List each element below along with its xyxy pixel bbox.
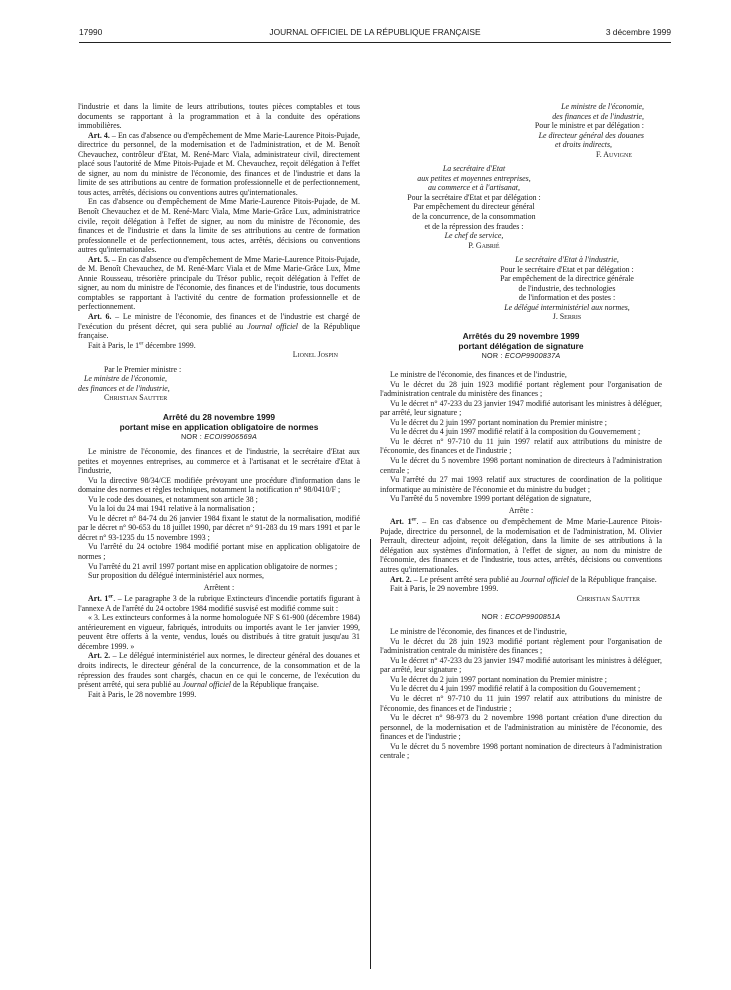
article-text: – Le délégué interministériel aux normes, le directeur général des douanes et droits indirects, le directeur général de la concurrence, de la consommation et de la répression des fraudes sont chargés, chacun en ce qui le concerne, de l'exécution du présent arrêté, qui sera publié au xyxy=(78,651,360,690)
paragraph: Le ministre de l'économie, des finances et de l'industrie, xyxy=(390,370,567,380)
signature-role: Le chef de service, xyxy=(444,231,504,241)
signature-name: Christian Sautter xyxy=(576,593,640,603)
signature-role: Par empêchement du directeur général xyxy=(413,202,535,212)
article-label: Art. 2. xyxy=(88,651,111,661)
article-2 xyxy=(78,651,360,689)
decree-subtitle: portant délégation de signature xyxy=(458,341,584,352)
visa: Vu le décret du 4 juin 1997 modifié relatif à la composition du Gouvernement ; xyxy=(390,684,641,694)
nor-reference: NOR : ECOP9900851A xyxy=(481,612,561,622)
signature-role: au commerce et à l'artisanat, xyxy=(428,183,520,193)
visa: Vu le décret n° 97-710 du 11 juin 1997 relatif aux attributions du ministre de l'économie, des finances et de l'industrie ; xyxy=(380,436,662,456)
article-text: – En cas d'absence ou d'empêchement de Mme Marie-Laurence Pitois-Pujade, de M. Benoît Chevauchez, de M. René-Marc Viala et de Mme Marie-Grâce Lux, Mme Annie Rousseau, trésorière principale du Trésor public, reçoit délégation à l'effet de signer, au nom du ministre de l'économie, des finances et de l'industrie, tous documents comptables se rapportant à l'activité du centre de formation professionnelle et de perfectionnement. xyxy=(78,254,360,312)
article-4 xyxy=(78,131,360,198)
signature-role: de l'industrie, des technologies xyxy=(518,283,616,293)
decree-title: Arrêté du 28 novembre 1999 xyxy=(162,411,276,422)
signature-role: Par empêchement de la directrice générale xyxy=(500,274,634,284)
visa: Vu le décret du 2 juin 1997 portant nomination du Premier ministre ; xyxy=(390,417,607,427)
signature-by: Par le Premier ministre : xyxy=(104,364,182,374)
signature-role: et de la répression des fraudes : xyxy=(424,221,524,231)
visa: Vu le code des douanes, et notamment son article 38 ; xyxy=(88,494,258,504)
article-label: Art. 1 xyxy=(88,594,109,604)
article-1: Art. 1er. – En cas d'absence ou d'empêchement de Mme Marie-Laurence Pitois-Pujade, directrice du personnel, de la modernisation et de l'administration, M. Olivier Perrault, directeur adjoint, reçoit délégation, dans la limite de ses attributions à la délégation aux systèmes d'information, à l'effet de signer, au nom du ministre de l'économie, des finances et de l'industrie, tous actes, arrêtés, décisions ou conventions autres qu'internationales. xyxy=(380,516,662,574)
visa: Vu l'arrêté du 5 novembre 1999 portant délégation de signature, xyxy=(390,494,592,504)
done-at-line: Fait à Paris, le 1er décembre 1999. xyxy=(88,340,196,350)
signature-name: P. Gabrié xyxy=(468,240,500,250)
signature-name: J. Serris xyxy=(552,312,582,322)
visa: Vu le décret du 4 juin 1997 modifié relatif à la composition du Gouvernement ; xyxy=(390,427,641,437)
signature-role: et droits indirects, xyxy=(554,140,612,150)
signature-name: F. Auvigne xyxy=(596,149,632,159)
signature-by: Pour la secrétaire d'Etat et par délégation : xyxy=(407,192,541,202)
signature-role: aux petites et moyennes entreprises, xyxy=(417,173,531,183)
done-at-line: Fait à Paris, le 28 novembre 1999. xyxy=(88,689,197,699)
signature-block xyxy=(474,255,660,322)
signature-by: Pour le secrétaire d'Etat et par délégation : xyxy=(500,264,634,274)
paragraph: l'industrie et dans la limite de leurs attributions, toutes pièces comptables et tous documents se rapportant à la programmation et à la conduite des opérations immobilières. xyxy=(78,102,360,131)
left-column xyxy=(78,102,360,699)
paragraph: Le ministre de l'économie, des finances et de l'industrie, la secrétaire d'Etat aux petites et moyennes entreprises, au commerce et à l'artisanat et le secrétaire d'Etat à l'industrie, xyxy=(78,446,360,476)
signature-role: de la concurrence, de la consommation xyxy=(412,212,536,222)
article-label: Art. 2. xyxy=(390,574,412,584)
visa: Vu le décret du 2 juin 1997 portant nomination du Premier ministre ; xyxy=(390,674,607,684)
decree-title: Arrêtés du 29 novembre 1999 xyxy=(462,331,580,342)
header-rule xyxy=(79,42,671,43)
journal-reference: Journal officiel xyxy=(520,574,569,584)
signature-role: Le ministre de l'économie, xyxy=(84,374,167,384)
article-text: de la République française. xyxy=(78,321,360,341)
journal-title: JOURNAL OFFICIEL DE LA RÉPUBLIQUE FRANÇAISE xyxy=(269,27,481,37)
visa: Vu la loi du 24 mai 1941 relative à la normalisation ; xyxy=(88,504,255,514)
visa: Vu le décret n° 97-710 du 11 juin 1997 relatif aux attributions du ministre de l'économie, des finances et de l'industrie ; xyxy=(380,693,662,713)
article-text: . – En cas d'absence ou d'empêchement de Mme Marie-Laurence Pitois-Pujade, directrice du personnel, de la modernisation et de l'administration, M. Olivier Perrault, directeur adjoint, reçoit délégation, dans la limite de ses attributions à la délégation aux systèmes d'information, à l'effet de signer, au nom du ministre de l'économie, des finances et de l'industrie, tous actes, arrêtés, décisions ou conventions autres qu'internationales. xyxy=(380,517,662,574)
article-text: de la République française. xyxy=(230,680,319,690)
journal-reference: Journal officiel xyxy=(247,321,299,331)
article-text: – En cas d'absence ou d'empêchement de Mme Marie-Laurence Pitois-Pujade, directrice du personnel, de la modernisation et de l'administration, et de M. Benoît Chevauchez, contrôleur d'Etat, M. René-Marc Viala, administrateur civil, directement placé sous l'autorité de Mme Pitois-Pujade et M. Chevauchez, reçoit délégation à l'effet de signer, au nom du ministre de l'économie, des finances et de l'industrie et dans la limite de ses attributions au centre de formation professionnelle et de perfectionnement, tous actes, arrêtés, décisions ou conventions autres qu'internationales. xyxy=(78,130,360,197)
right-column xyxy=(380,102,662,761)
article-label: Art. 1 xyxy=(390,517,412,527)
signature-role: Le secrétaire d'Etat à l'industrie, xyxy=(515,255,619,265)
paragraph: En cas d'absence ou d'empêchement de Mme Marie-Laurence Pitois-Pujade, de M. Benoît Chevauchez et de M. René-Marc Viala, Mme Marie-Grâce Lux, administratrice civile, reçoit délégation à l'effet de signer, au nom du ministre de l'économie, des finances et de l'industrie et dans la limite de ses attributions au centre de formation professionnelle et de perfectionnement, tous actes, arrêtés, décisions ou conventions autres qu'internationales. xyxy=(78,197,360,255)
visa: Vu le décret du 5 novembre 1998 portant nomination de directeurs à l'administration centrale ; xyxy=(380,741,662,761)
page-header xyxy=(79,27,671,41)
visa: Vu le décret n° 47-233 du 23 janvier 1947 modifié autorisant les ministres à déléguer, par arrêté, leur signature ; xyxy=(380,398,662,418)
signature-name: Christian Sautter xyxy=(104,393,168,403)
signature-role: des finances et de l'industrie, xyxy=(552,111,644,121)
journal-reference: Journal officiel xyxy=(182,680,231,690)
issue-date: 3 décembre 1999 xyxy=(605,27,671,37)
signature-role: Le délégué interministériel aux normes, xyxy=(504,302,630,312)
quoted-text: « 3. Les extincteurs conformes à la norme homologuée NF S 61-900 (décembre 1984) antérieurement en vigueur, fabriqués, introduits ou importés avant le 1er janvier 1999, peuvent être offerts à la vente, vendus, loués ou distribués à titre gratuit jusqu'au 31 décembre 1999. » xyxy=(78,613,360,651)
visa: Vu l'arrêté du 24 octobre 1984 modifié portant mise en application obligatoire de normes ; xyxy=(78,542,360,561)
article-text: . – Le paragraphe 3 de la rubrique Extincteurs d'incendie portatifs figurant à l'annexe A de l'arrêté du 24 octobre 1984 modifié susvisé est modifié comme suit : xyxy=(78,594,360,613)
article-5 xyxy=(78,255,360,312)
done-at-line: Fait à Paris, le 29 novembre 1999. xyxy=(390,584,499,594)
signature-name: Lionel Jospin xyxy=(292,350,338,360)
visa: Sur proposition du délégué interministériel aux normes, xyxy=(88,571,264,581)
visa: Vu l'arrêté du 21 avril 1997 portant mise en application obligatoire de normes ; xyxy=(88,561,338,571)
visa: Vu le décret du 5 novembre 1998 portant nomination de directeurs à l'administration centrale ; xyxy=(380,455,662,475)
visa: Vu la directive 98/34/CE modifiée prévoyant une procédure d'information dans le domaine des normes et règles techniques, notamment la notification n° 98/0410/F ; xyxy=(78,475,360,495)
article-6 xyxy=(78,312,360,341)
signature-block xyxy=(380,102,662,121)
paragraph: Le ministre de l'économie, des finances et de l'industrie, xyxy=(390,627,567,637)
signature-role: La secrétaire d'Etat xyxy=(442,164,506,174)
visa: Vu le décret n° 47-233 du 23 janvier 1947 modifié autorisant les ministres à déléguer, par arrêté, leur signature ; xyxy=(380,655,662,675)
nor-reference: NOR : ECOI9906569A xyxy=(181,431,257,441)
page-number: 17990 xyxy=(79,27,103,37)
decree-formula: Arrêtent : xyxy=(203,582,235,592)
article-text: de la République française. xyxy=(568,574,657,584)
signature-role: Le ministre de l'économie, xyxy=(561,102,644,111)
decree-formula: Arrête : xyxy=(508,505,534,515)
visa: Vu le décret du 28 juin 1923 modifié portant règlement pour l'organisation de l'administration centrale du ministère des finances ; xyxy=(380,636,662,656)
decree-subtitle: portant mise en application obligatoire de normes xyxy=(119,421,319,432)
visa: Vu l'arrêté du 27 mai 1993 relatif aux structures de coordination de la politique informatique au ministère de l'économie et du ministre du budget ; xyxy=(380,475,662,494)
signature-by: Pour le ministre et par délégation : xyxy=(534,121,644,131)
visa: Vu le décret du 28 juin 1923 modifié portant règlement pour l'organisation de l'administration centrale du ministère des finances ; xyxy=(380,379,662,399)
signature-role: de l'information et des postes : xyxy=(518,293,616,303)
signature-role: des finances et de l'industrie, xyxy=(78,383,170,393)
column-rule xyxy=(370,539,371,969)
article-text: – Le ministre de l'économie, des finances et de l'industrie est chargé de l'exécution du présent décret, qui sera publié au xyxy=(78,312,360,331)
article-text: – Le présent arrêté sera publié au xyxy=(411,574,521,584)
visa: Vu le décret n° 84-74 du 26 janvier 1984 fixant le statut de la normalisation, modifié par le décret n° 90-653 du 18 juillet 1990, par décret n° 91-283 du 19 mars 1991 et par le décret n° 93-1235 du 15 novembre 1993 ; xyxy=(78,513,360,542)
article-1: Art. 1er. – Le paragraphe 3 de la rubrique Extincteurs d'incendie portatifs figurant à l'annexe A de l'arrêté du 24 octobre 1984 modifié susvisé est modifié comme suit : xyxy=(78,593,360,613)
signature-role: Le directeur général des douanes xyxy=(538,130,644,140)
article-label: Art. 6. xyxy=(88,312,112,322)
article-label: Art. 5. xyxy=(88,254,110,264)
article-2 xyxy=(380,575,662,585)
visa: Vu le décret n° 98-973 du 2 novembre 1998 portant création d'une direction du personnel, de la modernisation et de l'administration au ministère de l'économie, des finances et de l'industrie ; xyxy=(380,713,662,742)
article-label: Art. 4. xyxy=(88,130,110,140)
signature-block xyxy=(380,164,568,250)
nor-reference: NOR : ECOP9900837A xyxy=(481,351,561,361)
